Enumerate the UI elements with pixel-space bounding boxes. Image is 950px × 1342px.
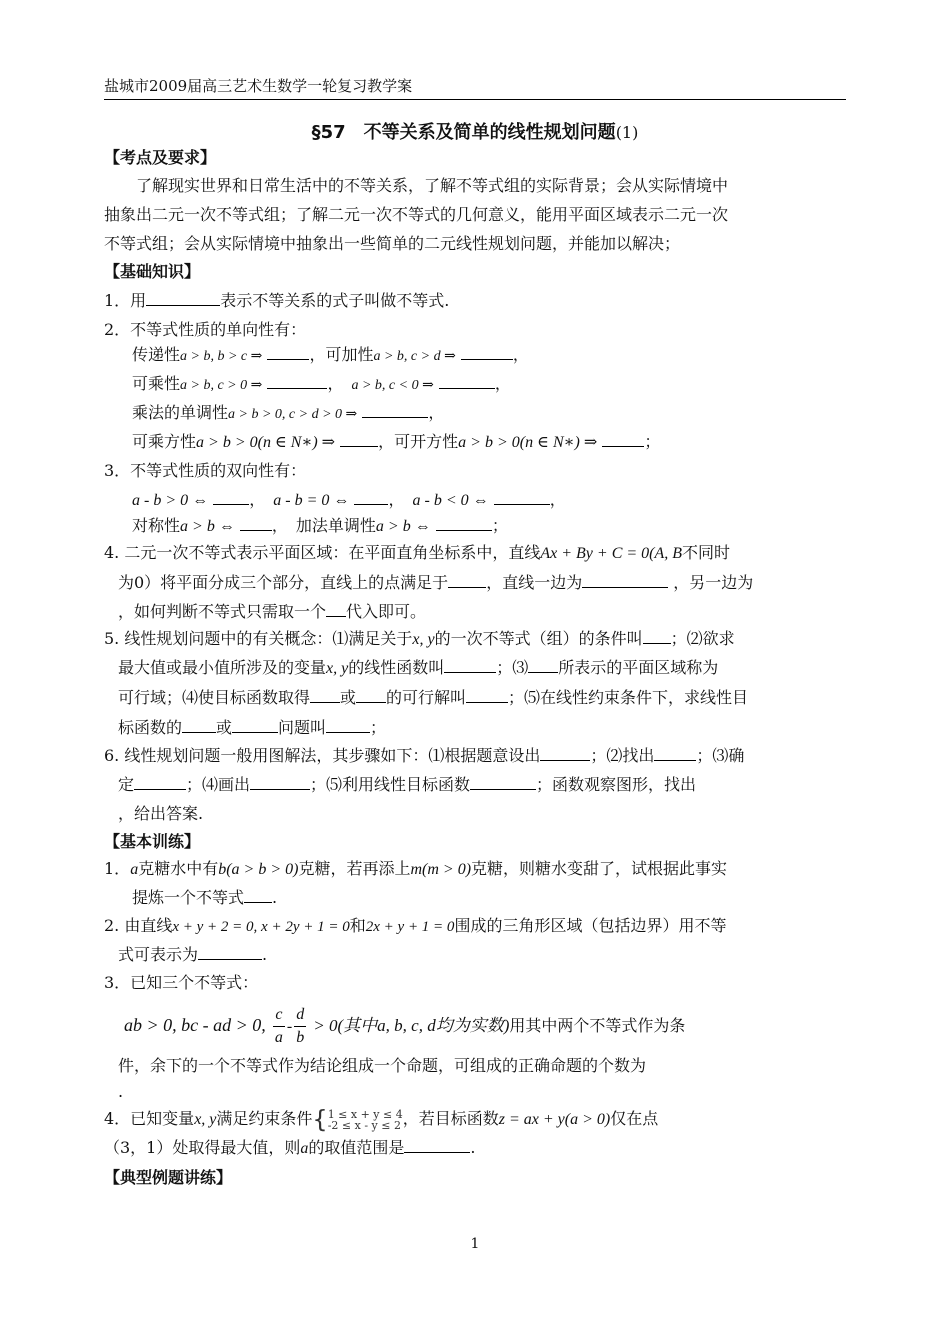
fill-blank[interactable] (356, 688, 386, 703)
fill-blank[interactable] (134, 775, 186, 790)
training-item-3-line-4: . (118, 1082, 124, 1101)
fill-blank[interactable] (250, 775, 310, 790)
basics-item-4-line-1: 4. 二元一次不等式表示平面区域：在平面直角坐标系中，直线Ax + By + C = 0(A, B不同时 (104, 543, 731, 562)
training-item-1-line-2: 提炼一个不等式 . (132, 888, 278, 907)
fill-blank[interactable] (198, 945, 262, 960)
section-heading-training: 【基本训练】 (104, 832, 201, 851)
left-brace: { (312, 1105, 328, 1134)
title-main: §57 不等关系及简单的线性规划问题 (311, 122, 616, 143)
fill-blank[interactable] (240, 516, 272, 531)
training-item-1-line-1: 1．a克糖水中有b(a > b > 0)克糖，若再添上m(m > 0)克糖，则糖水变甜了，试根据此事实 (104, 859, 728, 878)
fill-blank[interactable] (362, 403, 428, 418)
basics-item-3-line-1: a - b > 0 ⇔ ， a - b = 0 ⇔ ， a - b < 0 ⇔ ， (132, 490, 566, 509)
fill-blank[interactable] (213, 490, 249, 505)
basics-item-2-line-3: 乘法的单调性a > b > 0, c > d > 0 ⇒ ， (132, 403, 445, 422)
basics-item-5-line-2: 最大值或最小值所涉及的变量x, y的线性函数叫 ；⑶ 所表示的平面区域称为 (118, 658, 719, 677)
requirements-line-3: 不等式组；会从实际情境中抽象出一些简单的二元线性规划问题，并能加以解决； (104, 234, 681, 253)
basics-item-2-line-2: 可乘性a > b, c > 0 ⇒ ， a > b, c < 0 ⇒ ， (132, 374, 511, 393)
fill-blank[interactable] (444, 658, 496, 673)
section-heading-basics: 【基础知识】 (104, 262, 201, 281)
fill-blank[interactable] (494, 490, 550, 505)
running-header: 盐城市2009届高三艺术生数学一轮复习教学案 (104, 76, 846, 100)
training-item-4-line-1: 4．已知变量x, y满足约束条件{ 1 ≤ x + y ≤ 4 -2 ≤ x - y ≤ 2 ，若目标函数z = ax + y(a > 0)仅在点 (104, 1105, 659, 1134)
fill-blank[interactable] (267, 374, 327, 389)
fill-blank[interactable] (436, 516, 492, 531)
fraction-c-over-a: $\frac{c}{a}$ (274, 1006, 283, 1046)
fill-blank[interactable] (232, 718, 278, 733)
basics-item-5-line-1: 5. 线性规划问题中的有关概念：⑴满足关于x, y的一次不等式（组）的条件叫 ；⑵欲求 (104, 629, 735, 648)
basics-item-1: 1．用 表示不等关系的式子叫做不等式. (104, 291, 450, 310)
fill-blank[interactable] (654, 746, 696, 761)
fill-blank[interactable] (182, 718, 216, 733)
fill-blank[interactable] (470, 775, 536, 790)
fill-blank[interactable] (404, 1138, 470, 1153)
basics-item-4-line-2: 为0）将平面分成三个部分，直线上的点满足于 ，直线一边为 ，另一边为 (118, 573, 754, 592)
fill-blank[interactable] (244, 888, 272, 903)
fill-blank[interactable] (310, 688, 340, 703)
fill-blank[interactable] (340, 432, 378, 447)
basics-item-5-line-4: 标函数的 或 问题叫 ； (118, 718, 387, 737)
basics-item-5-line-3: 可行域；⑷使目标函数取得 或 的可行解叫 ；⑸在线性约束条件下，求线性目 (118, 688, 749, 707)
training-item-3-line-2: ab > 0, bc - ad > 0, $\frac{c}{a}$ - $\frac{d}{b}$ > 0(其中a, b, c, d均为实数)用其中两个不等式作为条 (124, 1003, 866, 1049)
fill-blank[interactable] (643, 629, 671, 644)
fill-blank[interactable] (326, 718, 370, 733)
fill-blank[interactable] (326, 602, 346, 617)
fill-blank[interactable] (267, 345, 309, 360)
title-sub: (1) (615, 123, 639, 142)
fill-blank[interactable] (466, 688, 508, 703)
training-item-2-line-1: 2. 由直线x + y + 2 = 0, x + 2y + 1 = 0和2x + y + 1 = 0围成的三角形区域（包括边界）用不等 (104, 916, 727, 935)
fill-blank[interactable] (540, 746, 590, 761)
basics-item-3-line-2: 对称性a > b ⇔ ， 加法单调性a > b ⇔ ； (132, 516, 508, 535)
page-number: 1 (470, 1236, 480, 1252)
fill-blank[interactable] (354, 490, 388, 505)
training-item-4-line-2: （3，1）处取得最大值，则a的取值范围是 . (104, 1138, 476, 1157)
basics-item-2: 2．不等式性质的单向性有： (104, 320, 307, 339)
fill-blank[interactable] (602, 432, 644, 447)
fraction-d-over-b: $\frac{d}{b}$ (296, 1006, 305, 1046)
fill-blank[interactable] (461, 345, 513, 360)
requirements-line-1: 了解现实世界和日常生活中的不等关系，了解不等式组的实际背景；会从实际情境中 (104, 176, 729, 195)
basics-item-6-line-2: 定 ；⑷画出 ；⑸利用线性目标函数 ；函数观察图形，找出 (118, 775, 697, 794)
fill-blank[interactable] (146, 291, 220, 306)
lesson-title (104, 118, 846, 144)
basics-item-2-line-4: 可乘方性a > b > 0(n ∈ N∗) ⇒ ，可开方性a > b > 0(n ∈ N∗) ⇒ ； (132, 432, 661, 451)
training-item-3-line-1: 3．已知三个不等式： (104, 973, 259, 992)
constraint-system: 1 ≤ x + y ≤ 4 -2 ≤ x - y ≤ 2 (327, 1107, 403, 1132)
basics-item-4-line-3: ，如何判断不等式只需取一个 代入即可。 (118, 602, 427, 621)
basics-item-2-line-1: 传递性a > b, b > c ⇒ ，可加性a > b, c > d ⇒ ， (132, 345, 529, 364)
fill-blank[interactable] (439, 374, 495, 389)
basics-item-6-line-3: ，给出答案. (118, 804, 204, 823)
fill-blank[interactable] (528, 658, 558, 673)
section-heading-examples: 【典型例题讲练】 (104, 1168, 233, 1187)
basics-item-6-line-1: 6. 线性规划问题一般用图解法，其步骤如下：⑴根据题意设出 ；⑵找出 ；⑶确 (104, 746, 745, 765)
requirements-line-2: 抽象出二元一次不等式组；了解二元一次不等式的几何意义，能用平面区域表示二元一次 (104, 205, 729, 224)
fill-blank[interactable] (448, 573, 486, 588)
training-item-3-line-3: 件，余下的一个不等式作为结论组成一个命题，可组成的正确命题的个数为 (118, 1056, 647, 1075)
section-heading-requirements: 【考点及要求】 (104, 148, 217, 167)
fill-blank[interactable] (582, 573, 668, 588)
training-item-2-line-2: 式可表示为 . (118, 945, 268, 964)
basics-item-3: 3．不等式性质的双向性有： (104, 461, 307, 480)
